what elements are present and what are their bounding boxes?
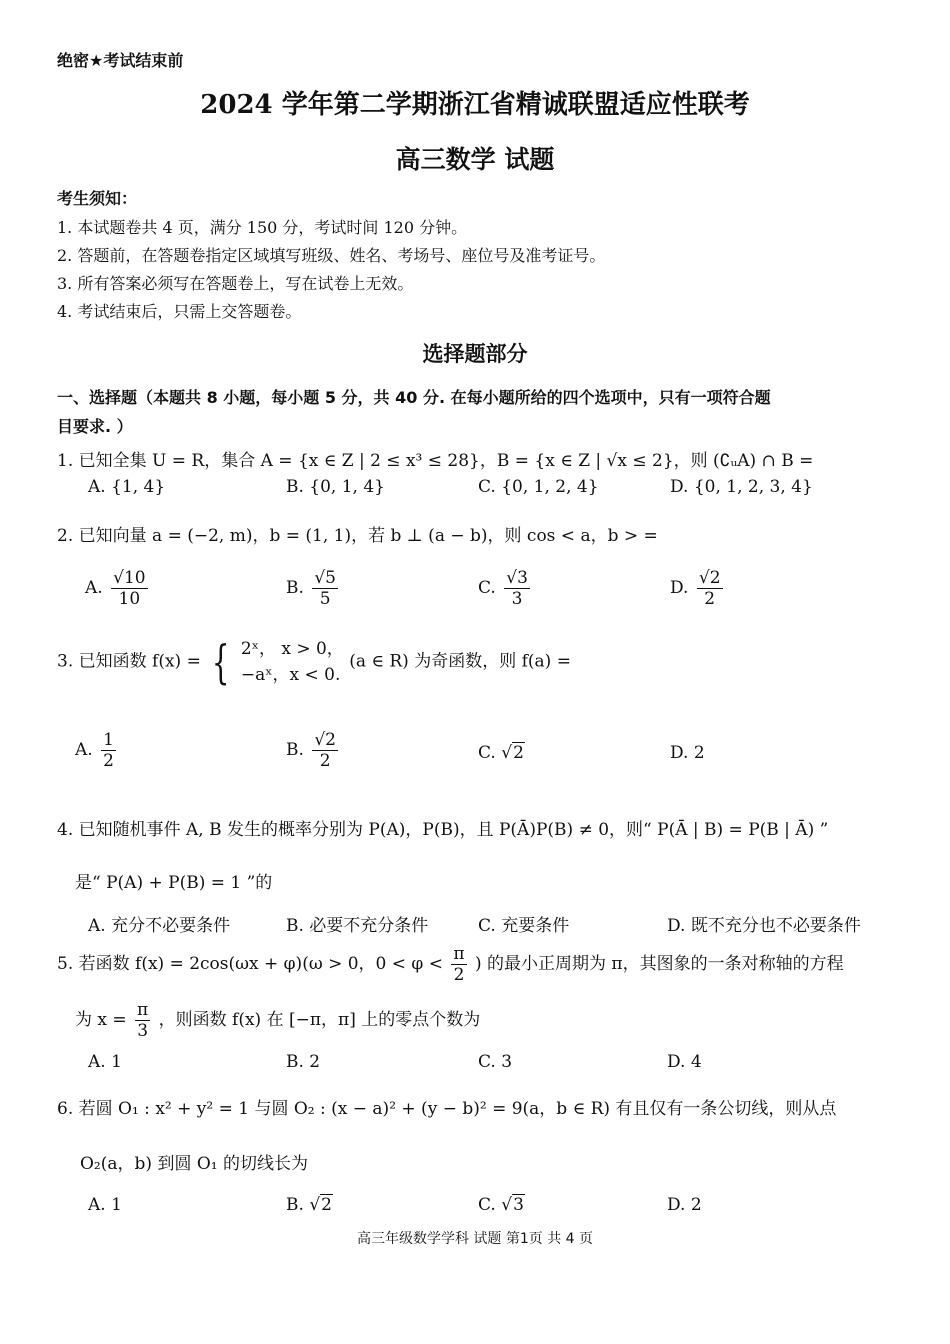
denominator: 2 [103, 751, 114, 771]
confidential-mark: 绝密★考试结束前 [57, 51, 184, 70]
q5-text-c: 为 x = [75, 1010, 127, 1030]
q5-text-b: ) 的最小正周期为 π，其图象的一条对称轴的方程 [474, 954, 844, 974]
notice-item: 2. 答题前，在答题卷指定区域填写班级、姓名、考场号、座位号及准考证号。 [57, 246, 606, 265]
fraction: $\frac{√5}{5}$ [314, 568, 336, 609]
fraction [451, 944, 466, 985]
q1-option-d: D. {0, 1, 2, 3, 4} [670, 477, 813, 497]
q4-option-b: B. 必要不充分条件 [286, 916, 429, 936]
radicand: 2 [321, 1195, 332, 1215]
case-1: 2ˣ， x > 0， [240, 639, 344, 659]
q5-option-a: A. 1 [88, 1052, 122, 1072]
part-instructions-cont: 目要求. ） [57, 417, 133, 436]
notice-item: 1. 本试题卷共 4 页，满分 150 分，考试时间 120 分钟。 [57, 218, 468, 237]
denominator: 2 [704, 589, 716, 609]
q4-option-d: D. 既不充分也不必要条件 [667, 916, 861, 936]
case-2: −aˣ，x < 0. [240, 665, 341, 685]
denominator: 10 [118, 589, 141, 609]
q6-option-a: A. 1 [88, 1195, 122, 1215]
page-footer: 高三年级数学学科 试题 第1页 共 4 页 [356, 1231, 594, 1247]
notice-heading: 考生须知： [57, 189, 138, 208]
radicand: 3 [513, 1195, 524, 1215]
denominator: 2 [453, 965, 465, 985]
q5-option-b: B. 2 [286, 1052, 321, 1072]
q5-option-d: D. 4 [667, 1052, 702, 1072]
q2-option-b [286, 568, 341, 609]
exam-subtitle: 高三数学 试题 [395, 145, 555, 174]
question-2-stem: 2. 已知向量 a = (−2, m)，b = (1, 1)，若 b ⊥ (a − b)，则 cos < a，b > = [57, 526, 658, 546]
option-label: D. [670, 578, 689, 598]
q6-option-c: C. √3 [478, 1195, 524, 1215]
notice-item: 3. 所有答案必须写在答题卷上，写在试卷上无效。 [57, 274, 414, 293]
q6-option-b: B. √2 [286, 1195, 332, 1215]
q5-text-d: ，则函数 f(x) 在 [−π，π] 上的零点个数为 [158, 1010, 481, 1030]
question-5-stem [57, 944, 844, 985]
radicand: 2 [513, 743, 524, 763]
option-label: C. [478, 743, 496, 763]
notice-item: 4. 考试结束后，只需上交答题卷。 [57, 302, 302, 321]
fraction: $\frac{√2}{2}$ [698, 568, 721, 609]
brace: { [212, 635, 230, 689]
denominator: 3 [511, 589, 523, 609]
option-label: A. [75, 740, 93, 760]
q1-option-c: C. {0, 1, 2, 4} [478, 477, 599, 497]
part-instructions: 一、选择题（本题共 8 小题，每小题 5 分，共 40 分. 在每小题所给的四个选项中，只有一项符合题 [57, 388, 771, 407]
exam-title: 2024 学年第二学期浙江省精诚联盟适应性联考 [200, 90, 750, 120]
q6-option-d: D. 2 [667, 1195, 702, 1215]
fraction: $\frac{√3}{3}$ [506, 568, 528, 609]
question-5-stem-cont [75, 1000, 480, 1041]
q3-option-c: C. √2 [478, 743, 524, 763]
q5-text-a: 5. 若函数 f(x) = 2cos(ωx + φ)(ω > 0，0 < φ < [57, 954, 443, 974]
fraction: $\frac{√10}{10}$ [113, 568, 146, 609]
denominator: 5 [319, 589, 331, 609]
question-4-stem: 4. 已知随机事件 A, B 发生的概率分别为 P(A)，P(B)，且 P(Ā)P(B) ≠ 0，则“ P(Ā | B) = P(B | Ā) ” [57, 820, 829, 840]
q3-option-a [75, 730, 119, 771]
q3-prefix: 3. 已知函数 f(x) = [57, 651, 201, 672]
question-3-stem [57, 636, 571, 688]
option-label: C. [478, 578, 496, 598]
section-title: 选择题部分 [422, 341, 528, 366]
radicand: 5 [325, 568, 336, 588]
fraction [135, 1000, 150, 1041]
question-6-stem: 6. 若圆 O₁ : x² + y² = 1 与圆 O₂ : (x − a)² + (y − b)² = 9(a，b ∈ R) 有且仅有一条公切线，则从点 [57, 1099, 837, 1119]
q4-option-a: A. 充分不必要条件 [88, 916, 231, 936]
fraction [101, 730, 116, 771]
radicand: 10 [123, 568, 146, 588]
question-6-stem-cont: O₂(a，b) 到圆 O₁ 的切线长为 [80, 1154, 308, 1174]
option-label: B. [286, 740, 304, 760]
q3-option-b [286, 730, 341, 771]
fraction: $\frac{√2}{2}$ [314, 730, 336, 771]
q3-option-d: D. 2 [670, 743, 705, 763]
radicand: 3 [517, 568, 528, 588]
question-1-stem: 1. 已知全集 U = R，集合 A = {x ∈ Z | 2 ≤ x³ ≤ 28}，B = {x ∈ Z | √x ≤ 2}，则 (∁ᵤA) ∩ B = [57, 451, 814, 471]
denominator: 3 [137, 1021, 149, 1041]
numerator: 1 [103, 730, 114, 750]
piecewise-cases [241, 636, 344, 688]
q4-option-c: C. 充要条件 [478, 916, 570, 936]
numerator: π [137, 1000, 149, 1020]
question-4-stem-cont: 是“ P(A) + P(B) = 1 ”的 [75, 873, 273, 893]
radicand: 2 [709, 568, 721, 588]
q5-option-c: C. 3 [478, 1052, 513, 1072]
denominator: 2 [319, 751, 331, 771]
q3-suffix: (a ∈ R) 为奇函数，则 f(a) = [349, 651, 571, 672]
q1-option-a: A. {1, 4} [88, 477, 166, 497]
q1-option-b: B. {0, 1, 4} [286, 477, 385, 497]
q2-option-d [670, 568, 726, 609]
option-label: C. [478, 1195, 496, 1215]
radicand: 2 [325, 730, 336, 750]
option-label: A. [85, 578, 103, 598]
option-label: B. [286, 578, 304, 598]
q2-option-c [478, 568, 533, 609]
option-label: B. [286, 1195, 304, 1215]
q2-option-a [85, 568, 151, 609]
numerator: π [453, 944, 465, 964]
